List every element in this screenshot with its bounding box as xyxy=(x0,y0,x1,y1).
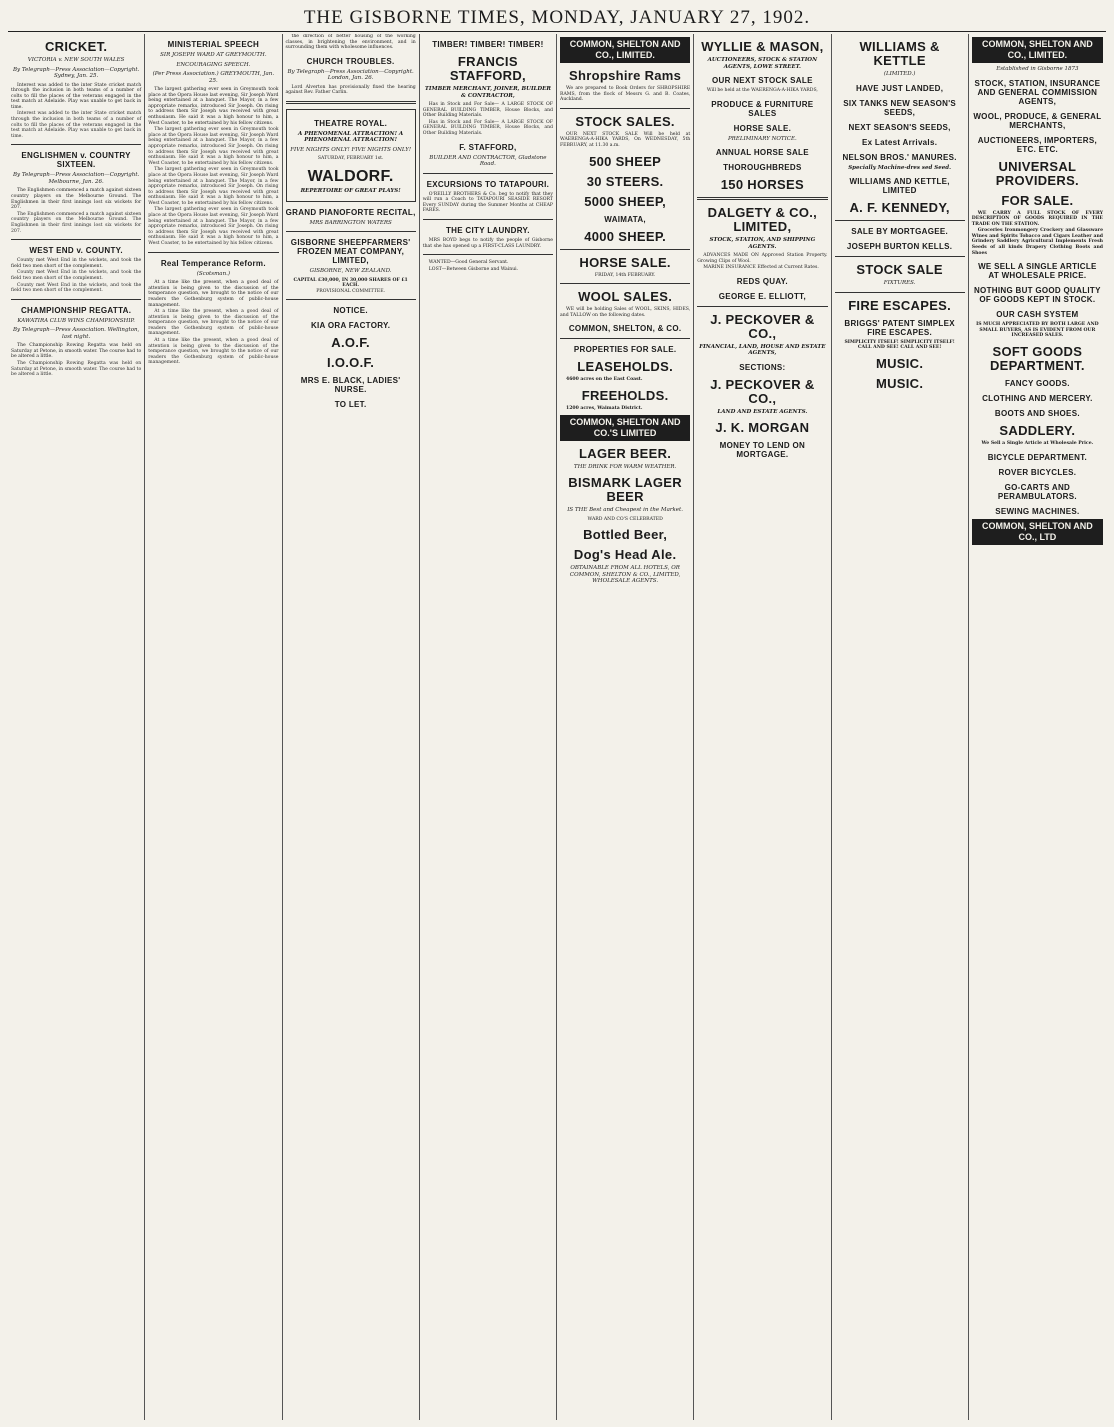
cricket-dateline: By Telegraph—Press Association—Copyright. Sydney, Jan. 25. xyxy=(12,66,140,79)
wool-sales-heading: WOOL SALES. xyxy=(578,289,673,305)
column-1 xyxy=(8,34,145,1420)
divider xyxy=(560,249,690,250)
leaseholds-body: 4600 acres on the East Coast. xyxy=(566,377,643,383)
bismark-sub: IS THE Best and Cheapest in the Market. xyxy=(567,507,684,514)
notice-heading: NOTICE. xyxy=(333,306,368,316)
reds-quay: REDS QUAY. xyxy=(736,276,788,286)
cash-system-heading: OUR CASH SYSTEM xyxy=(996,310,1079,320)
ministerial-body-cont2: The largest gathering ever seen in Greymouth took place at the Opera House last evening, Sir Joseph Ward being entertained at a banquet. The Mayor, in a few appropriate remarks, introduced Sir Joseph. On rising to address them Sir Joseph was received with great enthusiasm. He said it was a high honour to him, a West Coaster, to be entertained by his fellow citizens. xyxy=(148,167,279,206)
merchants-heading: WOOL, PRODUCE, & GENERAL MERCHANTS, xyxy=(973,111,1102,130)
rams-heading: Shropshire Rams xyxy=(569,68,682,83)
go-carts-heading: GO-CARTS AND PERAMBULATORS. xyxy=(997,482,1077,501)
divider xyxy=(697,197,827,200)
to-let-heading: TO LET. xyxy=(334,400,367,410)
lager-sub: THE DRINK FOR WARM WEATHER. xyxy=(573,463,677,470)
rams-body: We are prepared to Book Orders for SHROPSHIRE RAMS, from the flock of Messrs G. and B. Coates, Auckland. xyxy=(560,86,691,103)
peckover-heading: J. PECKOVER & CO., xyxy=(710,311,815,341)
agents-heading: STOCK, STATION, INSURANCE AND GENERAL COMMISSION AGENTS, xyxy=(974,78,1101,106)
kennedy-signature: A. F. KENNEDY, xyxy=(849,200,950,215)
common-shelton-banner: COMMON, SHELTON AND CO., LIMITED. xyxy=(560,37,690,63)
divider xyxy=(286,101,416,104)
column-4 xyxy=(420,34,557,1420)
divider xyxy=(835,220,965,221)
properties-heading: PROPERTIES FOR SALE. xyxy=(573,345,677,355)
wyllie-mason-heading: WYLLIE & MASON, xyxy=(701,39,824,54)
for-sale-body: WE CARRY A FULL STOCK OF EVERY DESCRIPTION OF GOODS REQUIRED IN THE TRADE ON THE STATION. xyxy=(971,210,1103,227)
divider xyxy=(560,108,690,109)
divider xyxy=(423,254,553,255)
recital-heading: GRAND PIANOFORTE RECITAL, xyxy=(285,207,416,217)
music-heading-2: MUSIC. xyxy=(875,375,924,391)
regatta-subheading: KAWATIRA CLUB WINS CHAMPIONSHIP. xyxy=(17,317,135,324)
nothing-but-good: NOTHING BUT GOOD QUALITY OF GOODS KEPT IN STOCK. xyxy=(973,286,1101,305)
excursions-heading: EXCURSIONS TO TATAPOURI. xyxy=(426,179,550,189)
englishmen-heading: ENGLISHMEN v. COUNTRY SIXTEEN. xyxy=(21,151,131,170)
horses-count: 150 HORSES xyxy=(720,177,804,193)
peckover-sub-2: LAND AND ESTATE AGENTS. xyxy=(717,408,808,415)
wool-sales-body: WE will be holding Sales of WOOL, SKINS, HIDES, and TALLOW on the following dates. xyxy=(560,307,691,318)
westend-heading: WEST END v. COUNTY. xyxy=(29,246,123,256)
dalgety-advances: ADVANCES MADE ON Approved Station Property. Growing Clips of Wool. xyxy=(697,253,828,264)
waimata-heading: WAIMATA, xyxy=(604,214,646,224)
stock-sales-body: OUR NEXT STOCK SALE Will be held at WAERENGA-A-HIKA YARDS, On WEDNESDAY, 5th FEBRUARY, at 11.30 a.m. xyxy=(560,131,691,148)
church-body: Lord Alverton has provisionally fixed the hearing against Rev. Father Carlin. xyxy=(285,84,416,96)
machine-dressed-seed: Specially Machine-dres sed Seed. xyxy=(848,164,952,171)
stock-sales-heading: STOCK SALES. xyxy=(575,113,675,129)
freeholds-heading: FREEHOLDS. xyxy=(581,387,669,403)
nelson-manures: NELSON BROS.' MANURES. xyxy=(842,152,957,162)
fire-escapes-heading: FIRE ESCAPES. xyxy=(848,297,952,313)
williams-kettle-heading: WILLIAMS & KETTLE xyxy=(859,39,940,68)
temperance-source: (Scotsman.) xyxy=(196,270,231,277)
theatre-date: SATURDAY, FEBRUARY 1st. xyxy=(317,156,384,162)
builder-heading: F. STAFFORD, xyxy=(459,142,517,152)
wanted-notice: WANTED—Good General Servant. xyxy=(428,260,509,266)
stafford-body: Has in Stock and For Sale— A LARGE STOCK OF GENERAL BUILDING TIMBER, House Blocks, and Other Building Materials. xyxy=(422,102,553,119)
ministerial-subheading-2: ENCOURAGING SPEECH. xyxy=(176,61,251,68)
common-shelton-banner-bottom: COMMON, SHELTON AND CO., LTD xyxy=(972,519,1103,545)
church-heading: CHURCH TROUBLES. xyxy=(306,56,395,66)
dogs-head-ale-heading: Dog's Head Ale. xyxy=(573,547,677,563)
excursions-body: O'REILLY BROTHERS & Co. beg to notify that they will run a Coach to TATAPOURI SEASIDE RESORT Every SUNDAY during the Summer Months at CHEAP FARES. xyxy=(422,191,553,214)
westend-body-cont2: County met West End in the wickets, and took the field two men short of the complement. xyxy=(11,282,142,294)
divider xyxy=(835,256,965,257)
call-and-see: CALL AND SEE! CALL AND SEE! xyxy=(857,345,942,351)
sheep-lot-3: 4000 SHEEP. xyxy=(584,228,667,244)
divider xyxy=(11,144,141,145)
ward-line: WARD AND CO'S CELEBRATED xyxy=(587,516,663,522)
regatta-heading: CHAMPIONSHIP REGATTA. xyxy=(20,305,132,315)
for-sale-heading: FOR SALE. xyxy=(1001,192,1074,208)
wyllie-mason-sub: AUCTIONEERS, STOCK & STATION AGENTS, LOWE STREET. xyxy=(707,57,818,70)
meat-company-capital: CAPITAL £30,000, IN 30,000 SHARES OF £1 EACH. xyxy=(293,277,408,289)
annual-horse-sale: ANNUAL HORSE SALE xyxy=(715,148,809,158)
common-shelton-banner-2: COMMON, SHELTON AND CO.'S LIMITED xyxy=(560,415,690,441)
leaseholds-heading: LEASEHOLDS. xyxy=(577,359,673,375)
divider xyxy=(697,306,827,307)
goods-list: Groceries Ironmongery Crockery and Glassware Wines and Spirits Tobacco and Cigars Leather and Grindery Saddlery Agricultural Implements Fresh Seeds of all kinds Drapery Clothing Boots and Shoes xyxy=(971,228,1103,256)
latest-arrivals: Ex Latest Arrivals. xyxy=(862,137,938,147)
next-stock-sale-where: Will be held at the WAERENGA-A-HIKA YARDS, xyxy=(706,88,818,93)
regatta-dateline: By Telegraph—Press Association. Wellington, last night. xyxy=(12,327,140,340)
divider xyxy=(148,252,278,253)
laundry-body: MRS BOYD begs to notify the people of Gisborne that she has opened up a FIRST-CLASS LAUNDRY. xyxy=(422,237,553,249)
stock-sale-fixtures: FIXTURES. xyxy=(883,280,916,286)
williams-kettle-sub: (LIMITED.) xyxy=(883,71,916,77)
timber-top: TIMBER! TIMBER! TIMBER! xyxy=(432,40,544,49)
divider xyxy=(560,283,690,284)
firm-signature: COMMON, SHELTON, & CO. xyxy=(568,324,682,334)
sections-heading: SECTIONS: xyxy=(739,362,786,372)
column-8 xyxy=(969,34,1106,1420)
englishmen-body-cont: The Englishmen commenced a match against sixteen country players on the Melbourne Ground. The Englishmen in their first innings lost six wickets for 207. xyxy=(11,211,142,234)
stafford-body-cont: Has in Stock and For Sale— A LARGE STOCK OF GENERAL BUILDING TIMBER, House Blocks, and Other Building Materials. xyxy=(422,119,553,136)
divider xyxy=(423,173,553,174)
produce-furniture-sales: PRODUCE & FURNITURE SALES xyxy=(711,99,814,118)
divider xyxy=(560,338,690,339)
church-dateline: By Telegraph—Press Association—Copyright. London, Jan. 26. xyxy=(287,68,414,82)
cricket-heading: CRICKET. xyxy=(44,39,108,54)
thoroughbreds: THOROUGHBREDS xyxy=(723,163,802,173)
meat-company-place: GISBORNE, NEW ZEALAND. xyxy=(309,268,392,275)
simplicity-line: SIMPLICITY ITSELF! SIMPLICITY ITSELF! xyxy=(844,339,955,345)
horse-sale-heading: HORSE SALE. xyxy=(733,123,792,133)
cash-system-body: IS MUCH APPRECIATED BY BOTH LARGE AND SMALL BUYERS, AS IS EVIDENT FROM OUR INCREASED SALES. xyxy=(976,322,1099,339)
wholesale-line: WE SELL A SINGLE ARTICLE AT WHOLESALE PRICE. xyxy=(978,262,1097,281)
meat-company-heading: GISBORNE SHEEPFARMERS' FROZEN MEAT COMPANY, LIMITED, xyxy=(290,238,411,266)
laundry-heading: THE CITY LAUNDRY. xyxy=(445,225,530,235)
theatre-heading: THEATRE ROYAL. xyxy=(314,118,388,128)
single-article-line: We Sell a Single Article at Wholesale Price. xyxy=(981,441,1094,447)
agents-line: OBTAINABLE FROM ALL HOTELS, OR COMMON, SHELTON & CO., LIMITED, WHOLESALE AGENTS. xyxy=(569,565,681,585)
column-6 xyxy=(694,34,831,1420)
clothing-heading: CLOTHING AND MERCERY. xyxy=(982,394,1093,404)
temperance-body: At a time like the present, when a good deal of attention is being given to the discussion of the temperance question, we brought to the notice of our readers the Gothenburg system of public-house management. xyxy=(148,280,279,308)
soft-goods-heading: SOFT GOODS DEPARTMENT. xyxy=(989,344,1085,374)
masthead-title: THE GISBORNE TIMES, MONDAY, JANUARY 27, 1902. xyxy=(303,6,811,28)
fancy-goods-heading: FANCY GOODS. xyxy=(1004,379,1070,389)
dalgety-sub: STOCK, STATION, AND SHIPPING AGENTS. xyxy=(709,237,816,250)
housing-continuation: the direction of better housing of the working classes, in brightening the environment, and in surrounding them with wholesome influences. xyxy=(285,34,416,51)
rover-heading: ROVER BICYCLES. xyxy=(998,467,1077,477)
factory-heading: KIA ORA FACTORY. xyxy=(310,321,391,331)
theatre-star: WALDORF. xyxy=(307,168,394,186)
ministerial-heading: MINISTERIAL SPEECH xyxy=(167,40,260,49)
regatta-body-cont: The Championship Rowing Regatta was held on Saturday at Petone, in smooth water. The course had to be altered a little. xyxy=(11,361,142,378)
nurse-heading: MRS E. BLACK, LADIES' NURSE. xyxy=(300,376,401,395)
aof-heading: A.O.F. xyxy=(331,335,370,351)
theatre-advert xyxy=(286,109,416,202)
column-3 xyxy=(283,34,420,1420)
lager-heading: LAGER BEER. xyxy=(579,445,672,461)
steers-lot: 30 STEERS. xyxy=(586,173,664,189)
lost-notice: LOST—Between Gisborne and Wainui. xyxy=(428,266,519,272)
saddlery-heading: SADDLERY. xyxy=(999,423,1076,439)
column-7 xyxy=(832,34,969,1420)
temperance-heading: Real Temperance Reform. xyxy=(160,258,266,268)
column-2 xyxy=(145,34,282,1420)
just-landed: HAVE JUST LANDED, xyxy=(856,83,944,93)
ministerial-body-cont3: The largest gathering ever seen in Greymouth took place at the Opera House last evening, Sir Joseph Ward being entertained at a banquet. The Mayor, in a few appropriate remarks, introduced Sir Joseph. On rising to address them Sir Joseph was received with great enthusiasm. He said it was a high honour to him, a West Coaster, to be entertained by his fellow citizens. xyxy=(148,207,279,247)
temperance-body-cont2: At a time like the present, when a good deal of attention is being given to the discussion of the temperance question, we brought to the notice of our readers the Gothenburg system of public-house management. xyxy=(148,338,279,366)
bicycle-heading: BICYCLE DEPARTMENT. xyxy=(987,452,1088,462)
recital-performer: MRS BARRINGTON WATERS xyxy=(309,219,392,226)
ministerial-subheading: SIR JOSEPH WARD AT GREYMOUTH. xyxy=(160,52,267,58)
regatta-body: The Championship Rowing Regatta was held on Saturday at Petone, in smooth water. The course had to be altered a little. xyxy=(11,343,142,360)
stafford-heading: FRANCIS STAFFORD, xyxy=(449,54,526,83)
boots-heading: BOOTS AND SHOES. xyxy=(994,409,1080,419)
auctioneers-heading: AUCTIONEERS, IMPORTERS, ETC. ETC. xyxy=(977,135,1098,154)
stock-sale-heading: STOCK SALE xyxy=(856,262,943,277)
music-heading: MUSIC. xyxy=(875,355,924,371)
peckover-sub: FINANCIAL, LAND, HOUSE AND ESTATE AGENTS, xyxy=(699,343,826,357)
kells-heading: JOSEPH BURTON KELLS. xyxy=(846,242,953,251)
meat-company-committee: PROVISIONAL COMMITTEE. xyxy=(316,288,386,294)
westend-body: County met West End in the wickets, and took the field two men short of the complement. xyxy=(11,258,142,269)
ministerial-body-cont: The largest gathering ever seen in Greymouth took place at the Opera House last evening, Sir Joseph Ward being entertained at a banquet. The Mayor, in a few appropriate remarks, introduced Sir Joseph. On rising to address them Sir Joseph was received with great enthusiasm. He said it was a high honour to him, a West Coaster, to be entertained by his fellow citizens. xyxy=(148,127,279,166)
theatre-repertoire: REPERTOIRE OF GREAT PLAYS! xyxy=(300,188,401,195)
dalgety-marine: MARINE INSURANCE Effected at Current Rates. xyxy=(703,265,819,271)
peckover-heading-2: J. PECKOVER & CO., xyxy=(710,376,815,406)
englishmen-body: The Englishmen commenced a match against sixteen country players on the Melbourne Ground. The Englishmen in their first innings lost six wickets for 207. xyxy=(11,188,142,211)
ministerial-dateline: (Per Press Association.) GREYMOUTH, Jan. 25. xyxy=(152,71,275,84)
bottled-beer-heading: Bottled Beer, xyxy=(583,527,668,543)
sheep-lot-2: 5000 SHEEP, xyxy=(584,193,667,209)
bismark-heading: BISMARK LAGER BEER xyxy=(568,475,682,505)
westend-body-cont: County met West End in the wickets, and took the field two men short of the complement. xyxy=(11,270,142,281)
sewing-heading: SEWING MACHINES. xyxy=(995,506,1080,516)
theatre-attraction: A PHENOMENAL ATTRACTION! A PHENOMENAL ATTRACTION! xyxy=(298,130,404,144)
preliminary-notice: PRELIMINARY NOTICE. xyxy=(727,135,797,142)
next-seasons-seeds: NEXT SEASON'S SEEDS, xyxy=(848,122,951,132)
common-shelton-banner-3: COMMON, SHELTON AND CO., LIMITED. xyxy=(972,37,1103,63)
divider xyxy=(11,239,141,240)
elliott-signature: GEORGE E. ELLIOTT, xyxy=(718,291,806,301)
freeholds-body: 1200 acres, Waimata District. xyxy=(566,405,643,411)
divider xyxy=(286,299,416,300)
cricket-subheading: VICTORIA v. NEW SOUTH WALES xyxy=(27,57,125,63)
money-to-lend: MONEY TO LEND ON MORTGAGE. xyxy=(719,441,806,460)
temperance-body-cont: At a time like the present, when a good deal of attention is being given to the discussion of the temperance question, we brought to the notice of our readers the Gothenburg system of public-house management. xyxy=(148,309,279,337)
fire-escapes-sub: BRIGGS' PATENT SIMPLEX FIRE ESCAPES. xyxy=(844,318,955,337)
sheep-lot-1: 500 SHEEP xyxy=(589,153,662,169)
horse-sale-date: FRIDAY, 14th FEBRUARY. xyxy=(594,272,656,278)
stafford-subheading: TIMBER MERCHANT, JOINER, BUILDER & CONTRACTOR, xyxy=(424,86,551,99)
divider xyxy=(423,219,553,220)
builder-subheading: BUILDER AND CONTRACTOR, Gladstone Road. xyxy=(429,154,547,168)
englishmen-dateline: By Telegraph—Press Association—Copyright. Melbourne, Jan. 26. xyxy=(12,172,140,185)
dalgety-heading: DALGETY & CO., LIMITED, xyxy=(707,205,818,235)
divider xyxy=(286,231,416,232)
six-tanks: SIX TANKS NEW SEASON'S SEEDS, xyxy=(843,98,957,117)
ioof-heading: I.O.O.F. xyxy=(327,355,375,371)
mortgagee-heading: SALE BY MORTGAGEE. xyxy=(851,227,949,236)
newspaper-masthead xyxy=(8,4,1106,32)
williams-kettle-signature: WILLIAMS AND KETTLE, LIMITED xyxy=(849,177,950,195)
ministerial-body: The largest gathering ever seen in Greymouth took place at the Opera House last evening, Sir Joseph Ward being entertained at a banquet. The Mayor, in a few appropriate remarks, introduced Sir Joseph. On rising to address them Sir Joseph was received with great enthusiasm. He said it was a high honour to him, a West Coaster, to be entertained by his fellow citizens. xyxy=(148,87,279,126)
cricket-body-cont: Interest was added to the inter State cricket match through the inclusion in both teams of a number of colts to fill the places of the veterans engaged in the test match at Adelaide. Play was unable to get back in time. xyxy=(11,111,142,139)
next-stock-sale: OUR NEXT STOCK SALE xyxy=(712,76,813,85)
newspaper-columns xyxy=(8,34,1106,1420)
column-5 xyxy=(557,34,694,1420)
horse-sale-heading: HORSE SALE. xyxy=(579,254,671,270)
established-line: Established in Gisborne 1873 xyxy=(996,66,1079,72)
morgan-heading: J. K. MORGAN xyxy=(715,420,810,436)
theatre-nights: FIVE NIGHTS ONLY! FIVE NIGHTS ONLY! xyxy=(290,146,412,153)
cricket-body: Interest was added to the inter State cricket match through the inclusion in both teams of a number of colts to fill the places of the veterans engaged in the test match at Adelaide. Play was unable to get back in time. xyxy=(11,82,142,110)
universal-providers: UNIVERSAL PROVIDERS. xyxy=(995,158,1079,188)
divider xyxy=(835,292,965,293)
divider xyxy=(11,299,141,300)
